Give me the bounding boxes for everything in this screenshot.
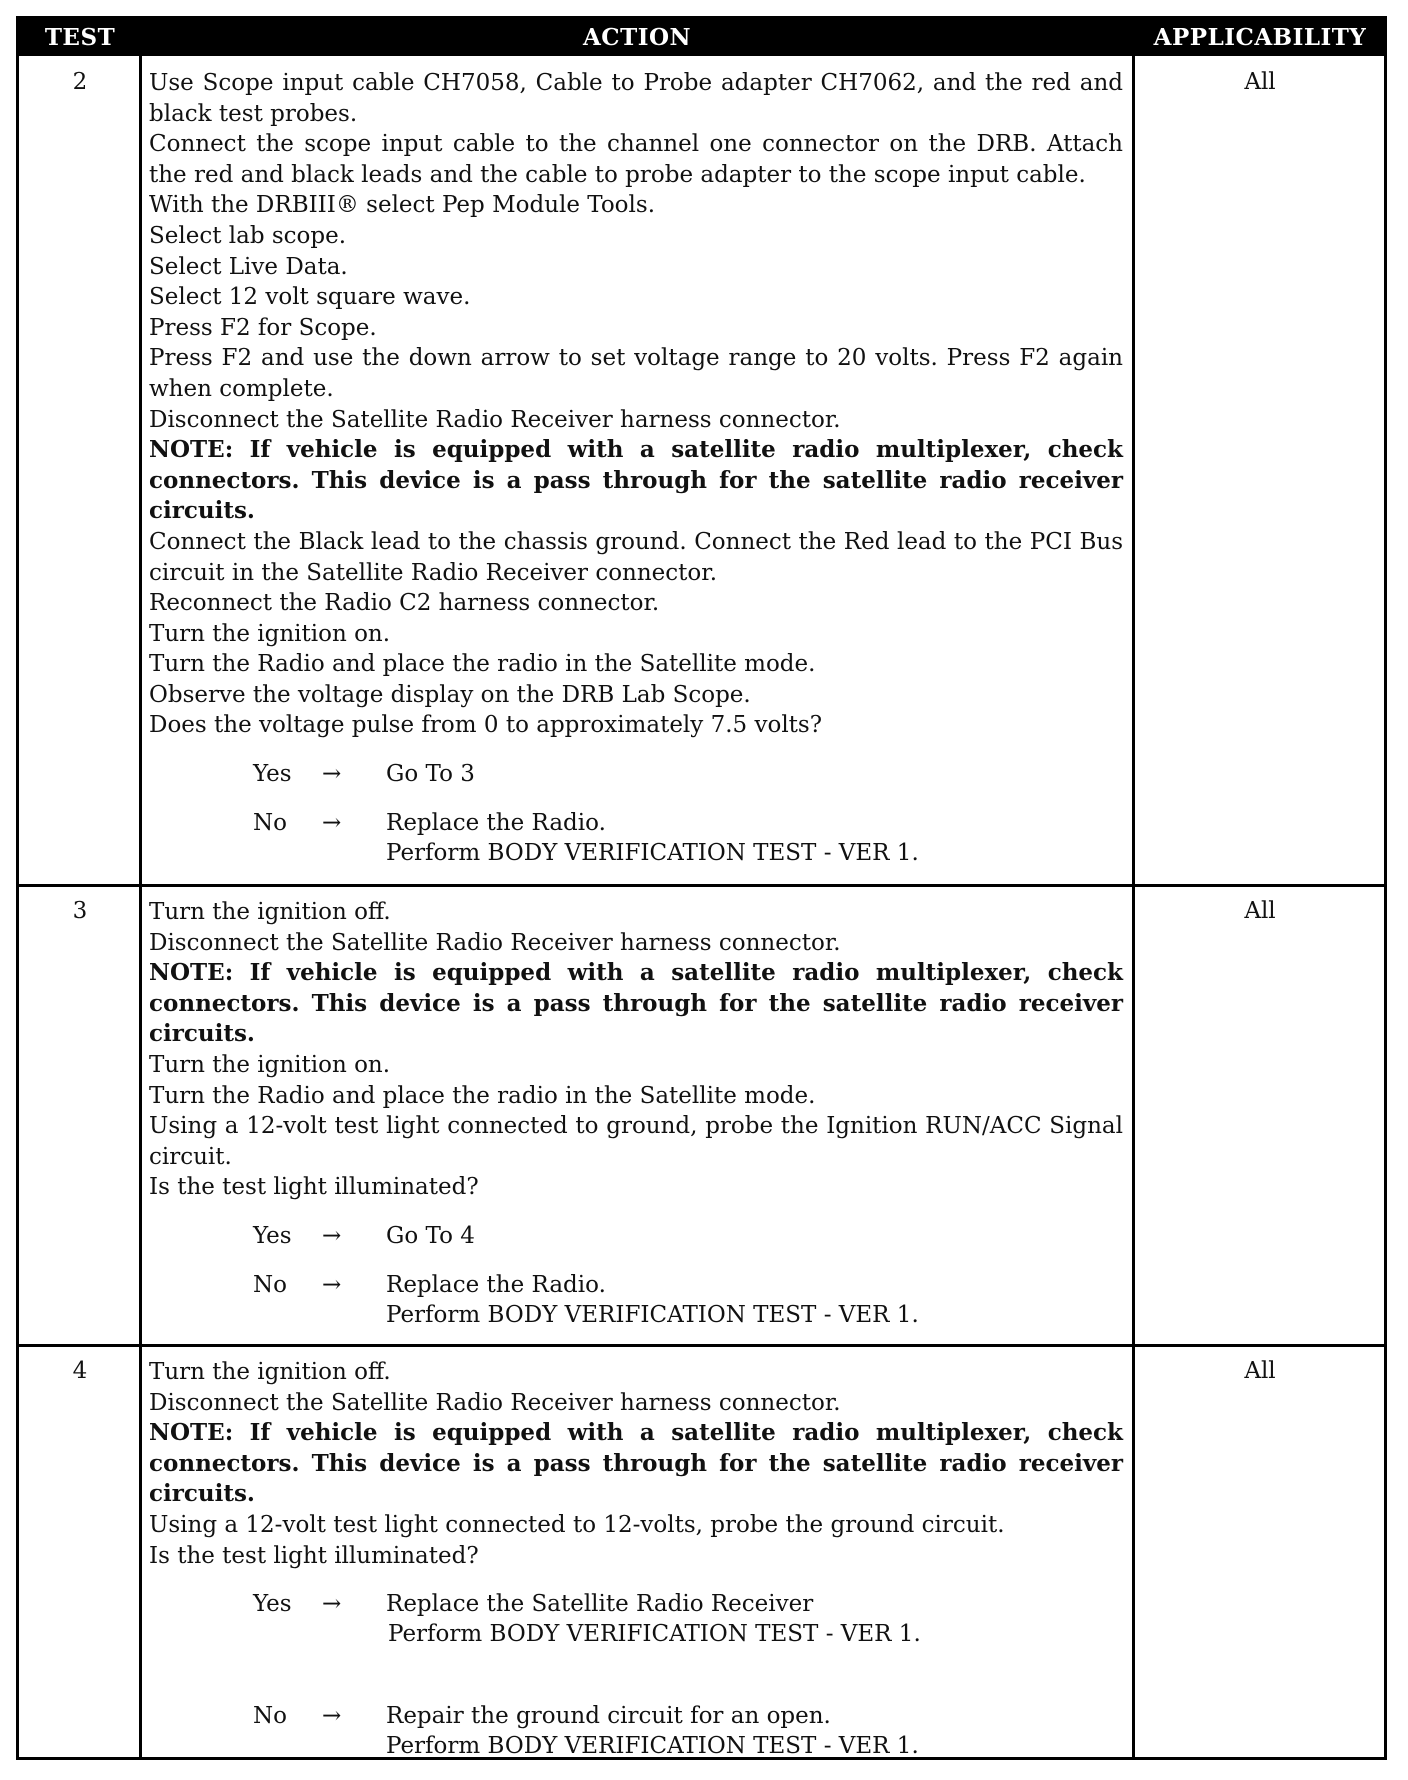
arrow-right-icon: → [322, 1703, 342, 1730]
action-step: Turn the ignition off. [149, 899, 391, 925]
yes-result: Go To 3 [386, 761, 475, 788]
action-step: Does the voltage pulse from 0 to approximately 7.5 volts? [149, 712, 823, 739]
action-step: Use Scope input cable CH7058, Cable to Probe adapter CH7062, and the red and black test probes. [149, 70, 1123, 127]
row-divider [19, 884, 1384, 887]
action-step: Turn the Radio and place the radio in the Satellite mode. [149, 1082, 816, 1109]
no-branch-continued [149, 838, 1123, 868]
action-step: Is the test light illuminated? [149, 1542, 479, 1569]
applicability-value: All [1244, 1358, 1276, 1384]
row-divider [19, 1344, 1384, 1347]
arrow-right-icon: → [322, 761, 342, 788]
action-step: Turn the ignition on. [149, 620, 391, 647]
test-number: 3 [72, 898, 88, 924]
no-label: No [253, 1271, 287, 1298]
action-step: Press F2 and use the down arrow to set voltage range to 20 volts. Press F2 again when complete. [149, 345, 1123, 402]
action-step: Turn the ignition off. [149, 1359, 391, 1385]
action-step: Disconnect the Satellite Radio Receiver harness connector. [149, 1389, 841, 1416]
action-step: Using a 12-volt test light connected to 12-volts, probe the ground circuit. [149, 1511, 1005, 1538]
action-step: Disconnect the Satellite Radio Receiver harness connector. [149, 406, 841, 433]
action-cell [149, 1357, 1123, 1761]
no-branch [149, 1701, 1123, 1731]
action-step: Connect the scope input cable to the channel one connector on the DRB. Attach the red and black leads and the cable to probe adapter to the scope input cable. [149, 131, 1123, 188]
no-branch-continued [149, 1300, 1123, 1330]
no-result-line2: Perform BODY VERIFICATION TEST - VER 1. [386, 1301, 919, 1328]
no-result-line2: Perform BODY VERIFICATION TEST - VER 1. [386, 1733, 919, 1760]
action-step: Reconnect the Radio C2 harness connector. [149, 590, 660, 617]
column-divider [139, 19, 142, 1757]
no-result: Replace the Radio. [386, 810, 606, 837]
action-step: Turn the ignition on. [149, 1051, 391, 1078]
arrow-right-icon: → [322, 810, 342, 837]
action-step: Disconnect the Satellite Radio Receiver harness connector. [149, 929, 841, 956]
yes-label: Yes [253, 761, 292, 788]
action-step: With the DRBIII® select Pep Module Tools. [149, 192, 655, 219]
no-branch-continued [149, 1731, 1123, 1761]
action-step: Observe the voltage display on the DRB Lab Scope. [149, 681, 751, 708]
column-divider [1132, 19, 1135, 1757]
action-step: Connect the Black lead to the chassis ground. Connect the Red lead to the PCI Bus circuit in the Satellite Radio Receiver connector. [149, 528, 1123, 586]
no-branch [149, 808, 1123, 838]
yes-result: Replace the Satellite Radio Receiver [386, 1591, 814, 1618]
note-text: NOTE: If vehicle is equipped with a satellite radio multiplexer, check connectors. This device is a pass through for the satellite radio receiver circuits. [149, 959, 1123, 1048]
yes-result-line2: Perform BODY VERIFICATION TEST - VER 1. [388, 1621, 921, 1648]
yes-branch [149, 1221, 1123, 1251]
applicability-value: All [1244, 898, 1276, 924]
arrow-right-icon: → [322, 1591, 342, 1618]
action-step: Turn the Radio and place the radio in the Satellite mode. [149, 651, 816, 678]
note-text: NOTE: If vehicle is equipped with a satellite radio multiplexer, check connectors. This device is a pass through for the satellite radio receiver circuits. [149, 436, 1123, 525]
arrow-right-icon: → [322, 1222, 342, 1249]
action-step: Is the test light illuminated? [149, 1174, 479, 1201]
action-cell [149, 68, 1123, 868]
yes-label: Yes [253, 1591, 292, 1618]
yes-branch [149, 1589, 1123, 1619]
test-number: 2 [72, 69, 88, 95]
table-header [19, 19, 1384, 56]
header-test: TEST [44, 24, 116, 51]
no-result: Replace the Radio. [386, 1271, 606, 1298]
no-branch [149, 1270, 1123, 1300]
test-number: 4 [72, 1358, 88, 1384]
yes-branch [149, 759, 1123, 789]
diagnostic-table [16, 16, 1387, 1760]
no-result: Repair the ground circuit for an open. [386, 1703, 831, 1730]
no-result-line2: Perform BODY VERIFICATION TEST - VER 1. [386, 840, 919, 867]
yes-branch-continued [149, 1619, 1123, 1649]
arrow-right-icon: → [322, 1271, 342, 1298]
action-cell [149, 897, 1123, 1330]
header-action: ACTION [582, 24, 692, 51]
applicability-value: All [1244, 69, 1276, 95]
action-step: Select lab scope. [149, 222, 347, 249]
action-step: Select 12 volt square wave. [149, 284, 471, 311]
yes-label: Yes [253, 1222, 292, 1249]
note-text: NOTE: If vehicle is equipped with a satellite radio multiplexer, check connectors. This device is a pass through for the satellite radio receiver circuits. [149, 1419, 1123, 1508]
yes-result: Go To 4 [386, 1222, 475, 1249]
action-step: Select Live Data. [149, 253, 348, 280]
action-step: Using a 12-volt test light connected to ground, probe the Ignition RUN/ACC Signal circuit. [149, 1113, 1123, 1170]
action-step: Press F2 for Scope. [149, 314, 377, 341]
no-label: No [253, 810, 287, 837]
header-applicability: APPLICABILITY [1153, 24, 1367, 51]
no-label: No [253, 1703, 287, 1730]
